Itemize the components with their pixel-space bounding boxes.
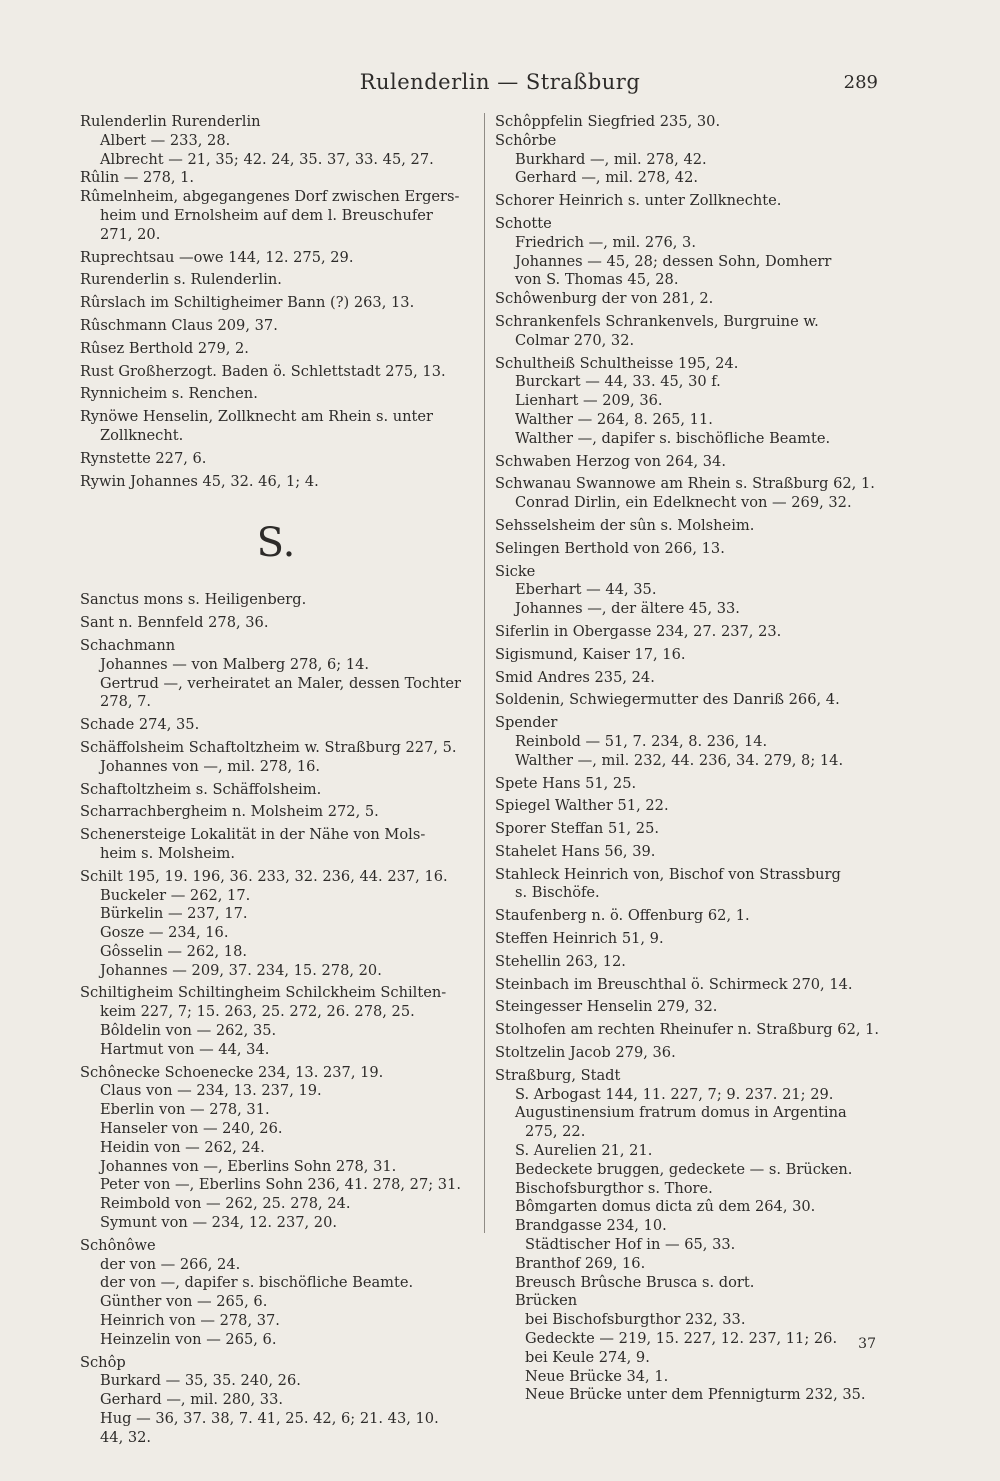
index-entry (495, 976, 885, 995)
index-entry (495, 646, 885, 665)
entry-line: Schwanau Swannowe am Rhein s. Straßburg 62, 1. (495, 475, 875, 493)
entry-line: bei Bischofsburgthor 232, 33. (525, 1311, 746, 1329)
entry-line: der von — 266, 24. (100, 1255, 241, 1273)
entry-line: Gerhard —, mil. 280, 33. (100, 1391, 283, 1409)
entry-line: 275, 22. (525, 1123, 586, 1141)
entry-line: Scharrachbergheim n. Molsheim 272, 5. (80, 803, 379, 821)
index-entry (80, 637, 472, 712)
index-entry (80, 614, 472, 633)
entry-line: S. Arbogast 144, 11. 227, 7; 9. 237. 21; 29. (515, 1085, 834, 1103)
entry-line: Rûrslach im Schiltigheimer Bann (?) 263, 13. (80, 294, 415, 312)
index-entry (495, 843, 885, 862)
index-entry (495, 540, 885, 559)
entry-line: Burckart — 44, 33. 45, 30 f. (515, 373, 721, 391)
index-entry (80, 1237, 472, 1350)
entry-line: Burkhard —, mil. 278, 42. (515, 150, 707, 168)
entry-line: Hanseler von — 240, 26. (100, 1120, 283, 1138)
entry-line: Schiltigheim Schiltingheim Schilckheim Schilten- (80, 984, 447, 1002)
entry-line: Johannes — 209, 37. 234, 15. 278, 20. (100, 961, 382, 979)
entry-line: Friedrich —, mil. 276, 3. (515, 233, 696, 251)
entry-line: Rûlin — 278, 1. (80, 169, 195, 187)
index-entry (80, 408, 472, 446)
entry-line: Johannes — von Malberg 278, 6; 14. (100, 655, 370, 673)
entry-line: Gertrud —, verheiratet an Maler, dessen Tochter (100, 674, 462, 692)
entry-line: Schachmann (80, 636, 176, 654)
index-entry (80, 1354, 472, 1448)
entry-line: Peter von —, Eberlins Sohn 236, 41. 278, 27; 31. (100, 1176, 461, 1194)
entry-line: Sigismund, Kaiser 17, 16. (495, 645, 686, 663)
entry-line: Heinrich von — 278, 37. (100, 1312, 280, 1330)
entry-line: Schilt 195, 19. 196, 36. 233, 32. 236, 44. 237, 16. (80, 867, 448, 885)
entry-line: Hug — 36, 37. 38, 7. 41, 25. 42, 6; 21. 43, 10. (100, 1410, 439, 1428)
entry-line: Schotte (495, 214, 552, 232)
entry-line: Rûsez Berthold 279, 2. (80, 339, 249, 357)
index-entry (495, 930, 885, 949)
index-entry (495, 290, 885, 309)
entry-line: Eberhart — 44, 35. (515, 581, 657, 599)
entry-line: Schôwenburg der von 281, 2. (495, 290, 714, 308)
entry-line: Rynstette 227, 6. (80, 449, 207, 467)
entry-line: Stahleck Heinrich von, Bischof von Strassburg (495, 865, 841, 883)
index-entry (495, 1067, 885, 1405)
column-divider (484, 113, 485, 1233)
entry-line: Eberlin von — 278, 31. (100, 1101, 270, 1119)
left-entries-s (80, 591, 472, 1447)
index-entry (495, 998, 885, 1017)
left-entries (80, 113, 472, 491)
index-entry (495, 1021, 885, 1040)
entry-line: heim und Ernolsheim auf dem l. Breuschufer (100, 206, 433, 224)
entry-line: Branthof 269, 16. (515, 1254, 646, 1272)
entry-line: Sicke (495, 562, 536, 580)
index-entry (80, 868, 472, 981)
index-entry (80, 803, 472, 822)
entry-line: Brücken (515, 1292, 578, 1310)
entry-line: keim 227, 7; 15. 263, 25. 272, 26. 278, 25. (100, 1003, 415, 1021)
index-entry (80, 249, 472, 268)
index-entry (495, 953, 885, 972)
index-entry (80, 591, 472, 610)
index-entry (80, 271, 472, 290)
signature-mark: 37 (858, 1336, 876, 1352)
entry-line: Burkard — 35, 35. 240, 26. (100, 1372, 301, 1390)
entry-line: Sanctus mons s. Heiligenberg. (80, 591, 307, 609)
entry-line: Günther von — 265, 6. (100, 1293, 268, 1311)
entry-line: Claus von — 234, 13. 237, 19. (100, 1082, 322, 1100)
entry-line: Rywin Johannes 45, 32. 46, 1; 4. (80, 472, 319, 490)
entry-line: Johannes — 45, 28; dessen Sohn, Domherr (515, 252, 832, 270)
entry-line: Soldenin, Schwiegermutter des Danriß 266, 4. (495, 691, 840, 709)
right-column (495, 113, 885, 1405)
entry-line: Symunt von — 234, 12. 237, 20. (100, 1214, 338, 1232)
index-entry (80, 340, 472, 359)
entry-line: 44, 32. (100, 1428, 152, 1446)
entry-line: Breusch Brûsche Brusca s. dort. (515, 1273, 755, 1291)
index-entry (495, 453, 885, 472)
index-entry (80, 781, 472, 800)
entry-line: Bürkelin — 237, 17. (100, 905, 248, 923)
entry-line: Walther —, dapifer s. bischöfliche Beamte. (515, 429, 831, 447)
index-entry (495, 669, 885, 688)
index-entry (495, 797, 885, 816)
entry-line: Rynöwe Henselin, Zollknecht am Rhein s. unter (80, 408, 433, 426)
entry-line: Schade 274, 35. (80, 716, 200, 734)
index-entry (80, 385, 472, 404)
right-entries (495, 113, 885, 1405)
index-entry (80, 113, 472, 188)
entry-line: Städtischer Hof in — 65, 33. (525, 1236, 736, 1254)
index-entry (80, 826, 472, 864)
index-entry (80, 363, 472, 382)
index-entry (495, 517, 885, 536)
entry-line: Stahelet Hans 56, 39. (495, 842, 656, 860)
entry-line: Stolhofen am rechten Rheinufer n. Straßburg 62, 1. (495, 1021, 880, 1039)
entry-line: Schônecke Schoenecke 234, 13. 237, 19. (80, 1063, 384, 1081)
entry-line: Heinzelin von — 265, 6. (100, 1330, 277, 1348)
entry-line: Rûschmann Claus 209, 37. (80, 316, 278, 334)
index-entry (495, 714, 885, 770)
index-entry (495, 113, 885, 132)
entry-line: Walther — 264, 8. 265, 11. (515, 410, 713, 428)
entry-line: Albrecht — 21, 35; 42. 24, 35. 37, 33. 45, 27. (100, 150, 434, 168)
entry-line: Sant n. Bennfeld 278, 36. (80, 614, 269, 632)
entry-line: Gôsselin — 262, 18. (100, 942, 248, 960)
entry-line: Bômgarten domus dicta zû dem 264, 30. (515, 1198, 816, 1216)
entry-line: 271, 20. (100, 225, 161, 243)
entry-line: Stehellin 263, 12. (495, 952, 626, 970)
entry-line: Straßburg, Stadt (495, 1066, 621, 1084)
entry-line: Rûmelnheim, abgegangenes Dorf zwischen Ergers- (80, 188, 460, 206)
index-entry (495, 866, 885, 904)
entry-line: Neue Brücke 34, 1. (525, 1367, 669, 1385)
running-title: Rulenderlin — Straßburg (359, 70, 641, 94)
entry-line: Schäffolsheim Schaftoltzheim w. Straßburg 227, 5. (80, 738, 457, 756)
entry-line: s. Bischöfe. (515, 884, 600, 902)
index-entry (80, 188, 472, 244)
index-entry (495, 192, 885, 211)
entry-line: Spiegel Walther 51, 22. (495, 797, 669, 815)
index-entry (80, 739, 472, 777)
entry-line: Hartmut von — 44, 34. (100, 1040, 270, 1058)
entry-line: Gedeckte — 219, 15. 227, 12. 237, 11; 26. (525, 1330, 838, 1348)
entry-line: heim s. Molsheim. (100, 844, 236, 862)
index-entry (495, 623, 885, 642)
entry-line: Bôldelin von — 262, 35. (100, 1022, 277, 1040)
entry-line: Albert — 233, 28. (100, 131, 231, 149)
entry-line: Johannes von —, Eberlins Sohn 278, 31. (100, 1157, 397, 1175)
entry-line: Sehsselsheim der sûn s. Molsheim. (495, 516, 755, 534)
entry-line: Schwaben Herzog von 264, 34. (495, 452, 726, 470)
entry-line: Selingen Berthold von 266, 13. (495, 539, 725, 557)
entry-line: Steinbach im Breuschthal ö. Schirmeck 270, 14. (495, 975, 853, 993)
entry-line: Zollknecht. (100, 426, 184, 444)
index-entry (495, 1044, 885, 1063)
entry-line: Ruprechtsau —owe 144, 12. 275, 29. (80, 248, 354, 266)
entry-line: Reimbold von — 262, 25. 278, 24. (100, 1195, 351, 1213)
entry-line: Stoltzelin Jacob 279, 36. (495, 1044, 676, 1062)
left-column (80, 113, 472, 1448)
entry-line: Buckeler — 262, 17. (100, 886, 251, 904)
index-entry (495, 215, 885, 290)
entry-line: bei Keule 274, 9. (525, 1348, 650, 1366)
entry-line: Schôrbe (495, 131, 557, 149)
index-entry (495, 563, 885, 619)
index-entry (495, 313, 885, 351)
entry-line: Siferlin in Obergasse 234, 27. 237, 23. (495, 622, 782, 640)
entry-line: Colmar 270, 32. (515, 331, 635, 349)
entry-line: Schrankenfels Schrankenvels, Burgruine w. (495, 312, 819, 330)
entry-line: Steffen Heinrich 51, 9. (495, 930, 664, 948)
entry-line: Brandgasse 234, 10. (515, 1217, 667, 1235)
entry-line: 278, 7. (100, 693, 152, 711)
index-entry (495, 691, 885, 710)
entry-line: von S. Thomas 45, 28. (515, 271, 679, 289)
index-entry (80, 716, 472, 735)
entry-line: Bischofsburgthor s. Thore. (515, 1179, 713, 1197)
entry-line: Smid Andres 235, 24. (495, 668, 655, 686)
index-entry (495, 775, 885, 794)
index-entry (495, 132, 885, 188)
entry-line: Spender (495, 714, 558, 732)
entry-line: Staufenberg n. ö. Offenburg 62, 1. (495, 907, 750, 925)
entry-line: Rurenderlin s. Rulenderlin. (80, 271, 282, 289)
index-entry (80, 294, 472, 313)
entry-line: Schorer Heinrich s. unter Zollknechte. (495, 192, 782, 210)
entry-line: Rust Großherzogt. Baden ö. Schlettstadt 275, 13. (80, 362, 446, 380)
entry-line: Schôp (80, 1353, 126, 1371)
index-entry (80, 317, 472, 336)
entry-line: Walther —, mil. 232, 44. 236, 34. 279, 8; 14. (515, 751, 844, 769)
index-entry (80, 1064, 472, 1233)
entry-line: Heidin von — 262, 24. (100, 1138, 265, 1156)
index-entry (495, 355, 885, 449)
entry-line: Reinbold — 51, 7. 234, 8. 236, 14. (515, 732, 768, 750)
index-entry (80, 984, 472, 1059)
entry-line: Steingesser Henselin 279, 32. (495, 998, 718, 1016)
index-entry (80, 473, 472, 492)
entry-line: Rynnicheim s. Renchen. (80, 385, 258, 403)
entry-line: der von —, dapifer s. bischöfliche Beamte. (100, 1274, 414, 1292)
entry-line: Sporer Steffan 51, 25. (495, 820, 660, 838)
entry-line: Lienhart — 209, 36. (515, 392, 663, 410)
index-entry (80, 450, 472, 469)
entry-line: Gosze — 234, 16. (100, 924, 229, 942)
entry-line: Johannes von —, mil. 278, 16. (100, 757, 321, 775)
entry-line: S. Aurelien 21, 21. (515, 1142, 653, 1160)
entry-line: Gerhard —, mil. 278, 42. (515, 169, 698, 187)
entry-line: Johannes —, der ältere 45, 33. (515, 600, 740, 618)
entry-line: Bedeckete bruggen, gedeckete — s. Brücken. (515, 1160, 853, 1178)
index-entry (495, 907, 885, 926)
entry-line: Augustinensium fratrum domus in Argentina (515, 1104, 847, 1122)
page-number: 289 (843, 72, 878, 93)
entry-line: Schônôwe (80, 1236, 156, 1254)
entry-line: Neue Brücke unter dem Pfennigturm 232, 35. (525, 1386, 866, 1404)
entry-line: Spete Hans 51, 25. (495, 774, 637, 792)
section-letter: S. (256, 520, 296, 567)
index-entry (495, 820, 885, 839)
entry-line: Conrad Dirlin, ein Edelknecht von — 269, 32. (515, 494, 852, 512)
entry-line: Schultheiß Schultheisse 195, 24. (495, 354, 739, 372)
entry-line: Rulenderlin Rurenderlin (80, 113, 261, 130)
index-entry (495, 475, 885, 513)
entry-line: Schôppfelin Siegfried 235, 30. (495, 113, 721, 130)
entry-line: Schenersteige Lokalität in der Nähe von Mols- (80, 826, 426, 844)
entry-line: Schaftoltzheim s. Schäffolsheim. (80, 780, 322, 798)
